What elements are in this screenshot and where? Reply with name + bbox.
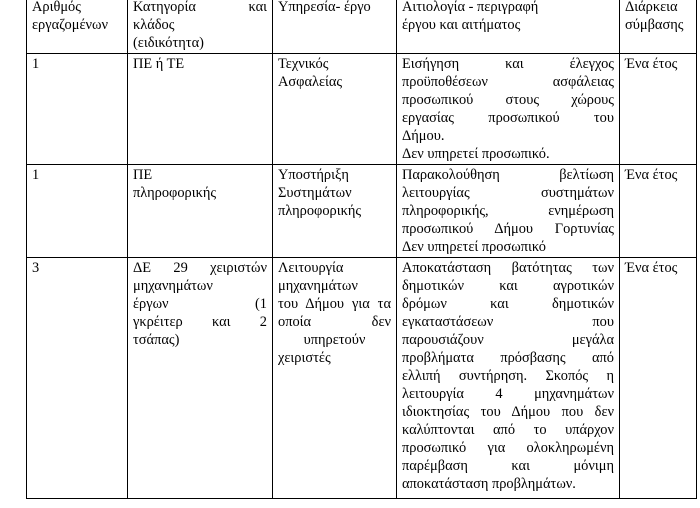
row-3-category (128, 258, 273, 499)
row-1-category-line-1: ΠΕ ή ΤΕ (133, 56, 185, 72)
row-2-justification-line-2: λειτουργίας συστημάτων (402, 185, 614, 201)
row-2-category-line-1: ΠΕ (133, 167, 153, 183)
row-3-justification-line-11: προσωπικό για ολοκληρωμένη (402, 440, 614, 456)
header-category-line-3: (ειδικότητα) (133, 35, 204, 51)
row-3-service-line-2: μηχανημάτων (278, 278, 358, 294)
row-3-justification-line-6: προβλήματα πρόσβασης από (402, 350, 614, 366)
row-2-duration: Ένα έτος (620, 165, 697, 258)
row-3-category-line-1: ΔΕ 29 χειριστών (133, 260, 267, 276)
row-3-service-line-4: οποία δεν (278, 314, 391, 330)
row-1-service (273, 54, 397, 165)
header-service-line-1: Υπηρεσία- έργο (278, 0, 371, 15)
row-1-justification-line-4: εργασίας προσωπικού του (402, 110, 614, 126)
row-2-count: 1 (27, 165, 128, 258)
row-1-duration: Ένα έτος (620, 54, 697, 165)
row-1-justification-line-3: προσωπικού στους χώρους (402, 92, 614, 108)
row-3-category-line-4: γκρέιτερ και 2 (133, 314, 267, 330)
header-count-line-1: Αριθμός (32, 0, 81, 15)
row-3-justification-line-8: λειτουργία 4 μηχανημάτων (402, 386, 614, 402)
row-3-category-line-3: έργων (1 (133, 296, 267, 312)
header-duration (620, 0, 697, 54)
row-3-justification-line-2: δημοτικών και αγροτικών (402, 278, 614, 294)
row-3-justification-line-3: δρόμων και δημοτικών (402, 296, 614, 312)
row-1-justification-line-1: Εισήγηση και έλεγχος (402, 56, 614, 72)
header-justification-line-1: Αιτιολογία - περιγραφή (402, 0, 539, 15)
row-3-justification-line-4: εγκαταστάσεων που (402, 314, 614, 330)
row-3-count: 3 (27, 258, 128, 499)
row-3-justification-line-13: αποκατάσταση προβλημάτων. (402, 476, 576, 492)
row-2-justification-line-4: προσωπικού Δήμου Γορτυνίας (402, 221, 614, 237)
row-3-category-line-5: τσάπας) (133, 332, 180, 348)
row-3-justification-line-12: παρέμβαση και μόνιμη (402, 458, 614, 474)
row-1-service-line-1: Τεχνικός (278, 56, 329, 72)
table-row (27, 165, 697, 258)
header-count-line-2: εργαζομένων (32, 17, 108, 33)
row-3-service-line-3: του Δήμου για τα (278, 296, 391, 312)
staffing-table (26, 0, 697, 499)
header-justification-line-2: έργου και αιτήματος (402, 17, 521, 33)
header-service (273, 0, 397, 54)
row-2-category (128, 165, 273, 258)
row-3-duration: Ένα έτος (620, 258, 697, 499)
row-2-service-line-2: Συστημάτων (278, 185, 352, 201)
row-3-justification-line-5: παρουσιάζουν μεγάλα (402, 332, 614, 348)
table-row (27, 54, 697, 165)
row-3-service-line-1: Λειτουργία (278, 260, 344, 276)
row-1-justification-line-5: Δήμου. (402, 128, 445, 144)
row-3-service (273, 258, 397, 499)
row-3-justification-line-10: καλύπτονται από το υπάρχον (402, 422, 614, 438)
row-2-service (273, 165, 397, 258)
header-duration-line-2: σύμβασης (625, 17, 684, 33)
row-1-justification-line-6: Δεν υπηρετεί προσωπικό. (402, 146, 550, 162)
row-3-justification-line-1: Αποκατάσταση βατότητας των (402, 260, 614, 276)
row-2-justification-line-1: Παρακολούθηση βελτίωση (402, 167, 614, 183)
row-1-service-line-2: Ασφαλείας (278, 74, 343, 90)
row-2-service-line-1: Υποστήριξη (278, 167, 349, 183)
header-category-line-2: κλάδος (133, 17, 175, 33)
header-justification (397, 0, 620, 54)
header-count (27, 0, 128, 54)
row-1-category (128, 54, 273, 165)
row-3-justification-line-9: ιδιοκτησίας του Δήμου που δεν (402, 404, 614, 420)
row-1-count: 1 (27, 54, 128, 165)
row-2-service-line-3: πληροφορικής (278, 203, 362, 219)
row-2-justification-line-5: Δεν υπηρετεί προσωπικό (402, 239, 546, 255)
row-3-justification (397, 258, 620, 499)
row-3-category-line-2: μηχανημάτων (133, 278, 213, 294)
row-3-justification-line-7: ελλιπή συντήρηση. Σκοπός η (402, 368, 614, 384)
row-3-service-line-6: χειριστές (278, 350, 331, 366)
header-category (128, 0, 273, 54)
header-category-line-1: Κατηγορία και (133, 0, 267, 15)
row-2-justification-line-3: πληροφορικής, ενημέρωση (402, 203, 614, 219)
row-3-service-line-5: υπηρετούν (303, 332, 366, 348)
header-row (27, 0, 697, 54)
table-row (27, 258, 697, 499)
row-2-category-line-2: πληροφορικής (133, 185, 217, 201)
row-2-justification (397, 165, 620, 258)
row-1-justification (397, 54, 620, 165)
row-1-justification-line-2: προϋποθέσεων ασφάλειας (402, 74, 614, 90)
header-duration-line-1: Διάρκεια (625, 0, 678, 15)
